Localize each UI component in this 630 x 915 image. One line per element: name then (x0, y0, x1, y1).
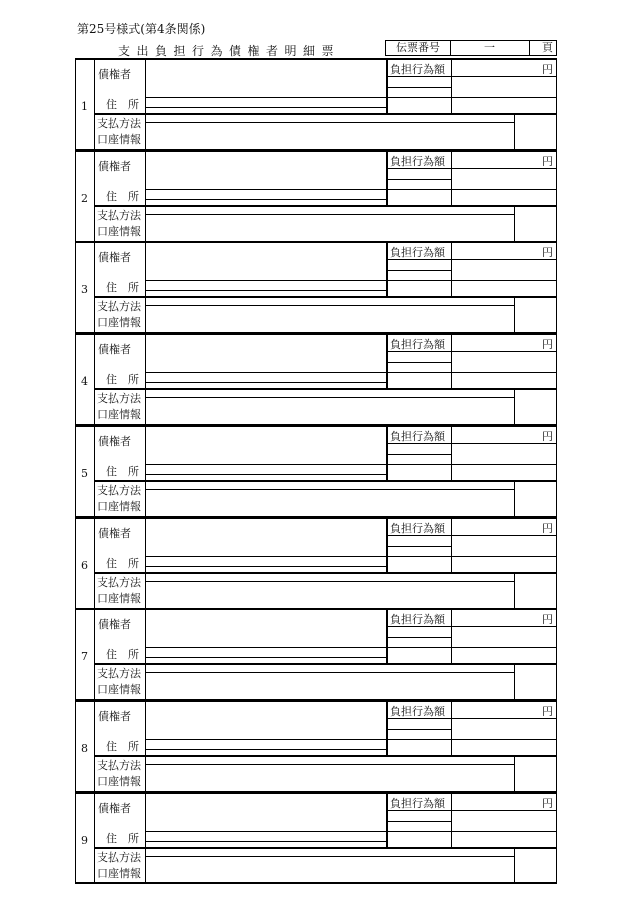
address-field[interactable] (146, 465, 386, 474)
index-divider (94, 702, 95, 792)
payment-field[interactable] (146, 123, 514, 149)
yen-label: 円 (542, 63, 553, 76)
form-title: 支出負担行為債権者明細票 (118, 44, 341, 58)
amount-bold-edge (386, 427, 388, 481)
account-info-label: 口座情報 (97, 867, 141, 880)
amount-row-line-2 (386, 87, 451, 88)
creditor-block (75, 333, 557, 425)
account-info-label: 口座情報 (97, 592, 141, 605)
row-index: 6 (81, 559, 88, 572)
payment-bold-edge (94, 572, 557, 574)
amount-label: 負担行為額 (390, 613, 445, 626)
address-label: 住 所 (106, 281, 139, 294)
amount-bold-edge (386, 794, 388, 848)
row-index: 8 (81, 742, 88, 755)
creditor-field[interactable] (146, 428, 386, 463)
creditor-field[interactable] (146, 336, 386, 371)
yen-label: 円 (542, 338, 553, 351)
voucher-label: 伝票番号 (396, 41, 440, 54)
amount-field[interactable] (452, 611, 556, 626)
amount-label: 負担行為額 (390, 705, 445, 718)
address-line-2 (145, 107, 386, 108)
code-box-divider (514, 389, 515, 425)
payment-method-label: 支払方法 (97, 300, 141, 313)
address-line-2 (145, 474, 386, 475)
account-info-label: 口座情報 (97, 133, 141, 146)
creditor-field[interactable] (146, 703, 386, 738)
creditor-field[interactable] (146, 153, 386, 188)
amount-field[interactable] (452, 703, 556, 718)
payment-method-label: 支払方法 (97, 117, 141, 130)
amount-row-line-2 (386, 362, 451, 363)
address-line-2 (145, 382, 386, 383)
amount-bold-edge (386, 519, 388, 573)
address-label: 住 所 (106, 373, 139, 386)
code-box-divider (514, 206, 515, 242)
amount-row-line-3 (386, 464, 557, 465)
address-field[interactable] (146, 648, 386, 657)
amount-row-line-3 (386, 647, 557, 648)
payment-method-label: 支払方法 (97, 576, 141, 589)
payment-method-label: 支払方法 (97, 667, 141, 680)
amount-label: 負担行為額 (390, 63, 445, 76)
yen-label: 円 (542, 246, 553, 259)
index-divider (94, 794, 95, 884)
address-line-2 (145, 199, 386, 200)
address-label: 住 所 (106, 740, 139, 753)
payment-field[interactable] (146, 306, 514, 332)
amount-row-line-3 (386, 831, 557, 832)
code-box-divider (514, 297, 515, 333)
form-number: 第25号様式(第4条関係) (77, 22, 206, 36)
amount-bold-edge (386, 702, 388, 756)
amount-row-line-3 (386, 372, 557, 373)
account-info-label: 口座情報 (97, 775, 141, 788)
address-label: 住 所 (106, 832, 139, 845)
payment-field[interactable] (146, 857, 514, 883)
page-label: 頁 (542, 41, 553, 54)
row-index: 1 (81, 100, 88, 113)
index-divider (94, 243, 95, 333)
payment-field[interactable] (146, 582, 514, 608)
payment-bold-edge (94, 847, 557, 849)
amount-row-line-3 (386, 97, 557, 98)
creditor-block (75, 517, 557, 609)
amount-row-line-2 (386, 454, 451, 455)
row-index: 2 (81, 192, 88, 205)
address-label: 住 所 (106, 557, 139, 570)
address-field[interactable] (146, 373, 386, 382)
amount-bold-edge (386, 152, 388, 206)
payment-method-label: 支払方法 (97, 759, 141, 772)
amount-row-line-3 (386, 556, 557, 557)
yen-label: 円 (542, 797, 553, 810)
creditor-field[interactable] (146, 611, 386, 646)
creditor-block (75, 792, 557, 884)
yen-label: 円 (542, 613, 553, 626)
amount-label: 負担行為額 (390, 338, 445, 351)
creditor-field[interactable] (146, 61, 386, 96)
amount-bold-edge (386, 610, 388, 664)
address-field[interactable] (146, 740, 386, 749)
address-label: 住 所 (106, 465, 139, 478)
creditor-block (75, 150, 557, 242)
account-info-label: 口座情報 (97, 316, 141, 329)
payment-method-label: 支払方法 (97, 209, 141, 222)
payment-bold-edge (94, 296, 557, 298)
amount-bold-edge (386, 60, 388, 114)
creditor-label: 債権者 (98, 710, 131, 723)
address-field[interactable] (146, 190, 386, 199)
amount-row-line-2 (386, 270, 451, 271)
address-line-2 (145, 290, 386, 291)
creditor-block (75, 58, 557, 150)
amount-field[interactable] (452, 61, 556, 76)
creditor-label: 債権者 (98, 68, 131, 81)
creditor-label: 債権者 (98, 251, 131, 264)
code-box-divider (514, 756, 515, 792)
payment-bold-edge (94, 663, 557, 665)
amount-row-line-2 (386, 637, 451, 638)
address-field[interactable] (146, 98, 386, 107)
address-label: 住 所 (106, 98, 139, 111)
yen-label: 円 (542, 155, 553, 168)
creditor-field[interactable] (146, 795, 386, 830)
address-field[interactable] (146, 281, 386, 290)
creditor-label: 債権者 (98, 802, 131, 815)
row-index: 4 (81, 375, 88, 388)
creditor-field[interactable] (146, 520, 386, 555)
payment-field[interactable] (146, 765, 514, 791)
amount-field[interactable] (452, 428, 556, 443)
creditor-block (75, 700, 557, 792)
row-index: 7 (81, 650, 88, 663)
yen-label: 円 (542, 430, 553, 443)
amount-row-line-3 (386, 739, 557, 740)
code-box-divider (514, 573, 515, 609)
amount-field[interactable] (452, 336, 556, 351)
payment-method-label: 支払方法 (97, 851, 141, 864)
yen-label: 円 (542, 522, 553, 535)
creditor-label: 債権者 (98, 343, 131, 356)
payment-field[interactable] (146, 215, 514, 241)
amount-row-line-2 (386, 546, 451, 547)
amount-field[interactable] (452, 153, 556, 168)
amount-row-line-2 (386, 729, 451, 730)
row-index: 3 (81, 283, 88, 296)
address-line-2 (145, 749, 386, 750)
creditor-block (75, 608, 557, 700)
address-label: 住 所 (106, 190, 139, 203)
payment-field[interactable] (146, 398, 514, 424)
amount-label: 負担行為額 (390, 246, 445, 259)
index-divider (94, 427, 95, 517)
row-index: 9 (81, 834, 88, 847)
amount-label: 負担行為額 (390, 430, 445, 443)
payment-bold-edge (94, 480, 557, 482)
amount-label: 負担行為額 (390, 522, 445, 535)
address-field[interactable] (146, 557, 386, 566)
payment-field[interactable] (146, 673, 514, 699)
payment-method-label: 支払方法 (97, 484, 141, 497)
amount-bold-edge (386, 243, 388, 297)
creditor-label: 債権者 (98, 527, 131, 540)
creditor-block (75, 425, 557, 517)
address-field[interactable] (146, 832, 386, 841)
address-label: 住 所 (106, 648, 139, 661)
amount-label: 負担行為額 (390, 155, 445, 168)
amount-row-line-3 (386, 280, 557, 281)
amount-bold-edge (386, 335, 388, 389)
amount-row-line-2 (386, 821, 451, 822)
amount-row-line-3 (386, 189, 557, 190)
account-info-label: 口座情報 (97, 408, 141, 421)
amount-field[interactable] (452, 244, 556, 259)
payment-bold-edge (94, 755, 557, 757)
account-info-label: 口座情報 (97, 225, 141, 238)
creditor-label: 債権者 (98, 160, 131, 173)
index-divider (94, 152, 95, 242)
index-divider (94, 60, 95, 150)
payment-field[interactable] (146, 490, 514, 516)
yen-label: 円 (542, 705, 553, 718)
payment-bold-edge (94, 388, 557, 390)
creditor-label: 債権者 (98, 435, 131, 448)
address-line-2 (145, 841, 386, 842)
amount-field[interactable] (452, 795, 556, 810)
voucher-value: 一 (484, 41, 495, 54)
index-divider (94, 610, 95, 700)
row-index: 5 (81, 467, 88, 480)
amount-label: 負担行為額 (390, 797, 445, 810)
amount-field[interactable] (452, 520, 556, 535)
address-line-2 (145, 566, 386, 567)
account-info-label: 口座情報 (97, 500, 141, 513)
index-divider (94, 335, 95, 425)
payment-method-label: 支払方法 (97, 392, 141, 405)
creditor-label: 債権者 (98, 618, 131, 631)
creditor-field[interactable] (146, 244, 386, 279)
code-box-divider (514, 664, 515, 700)
code-box-divider (514, 114, 515, 150)
index-divider (94, 519, 95, 609)
code-box-divider (514, 848, 515, 884)
account-info-label: 口座情報 (97, 683, 141, 696)
amount-row-line-2 (386, 179, 451, 180)
address-line-2 (145, 657, 386, 658)
creditor-block (75, 241, 557, 333)
payment-bold-edge (94, 113, 557, 115)
code-box-divider (514, 481, 515, 517)
payment-bold-edge (94, 205, 557, 207)
